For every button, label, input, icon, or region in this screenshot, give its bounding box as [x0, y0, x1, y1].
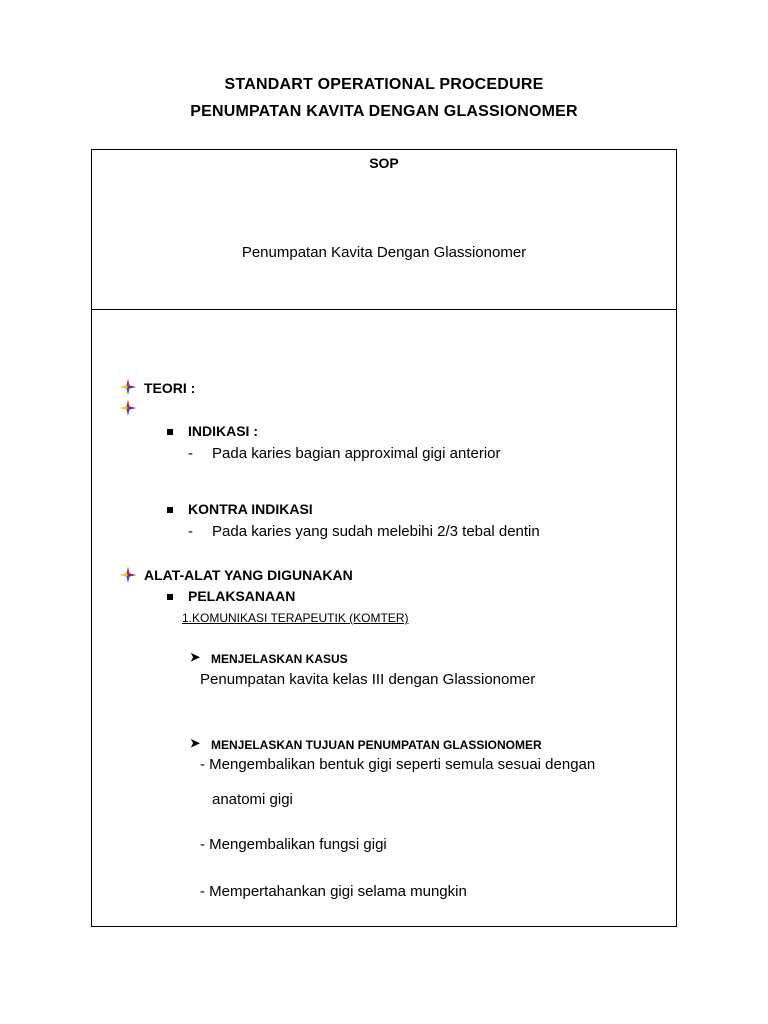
document-title-line1: STANDART OPERATIONAL PROCEDURE [224, 76, 544, 93]
alat-heading: ALAT-ALAT YANG DIGUNAKAN [144, 567, 353, 583]
kontra-indikasi-text: Pada karies yang sudah melebihi 2/3 tebal dentin [212, 523, 540, 540]
tujuan-heading: MENJELASKAN TUJUAN PENUMPATAN GLASSIONOMER [211, 738, 542, 752]
indikasi-text: Pada karies bagian approximal gigi anterior [212, 445, 501, 462]
kontra-indikasi-heading: KONTRA INDIKASI [188, 501, 313, 517]
komter-heading: 1.KOMUNIKASI TERAPEUTIK (KOMTER) [182, 611, 409, 625]
square-bullet-icon [167, 594, 173, 600]
kontra-indikasi-dash: - [188, 523, 193, 540]
document-title-line2: PENUMPATAN KAVITA DENGAN GLASSIONOMER [190, 103, 578, 120]
teori-heading: TEORI : [144, 380, 196, 396]
indikasi-heading: INDIKASI : [188, 423, 258, 439]
four-point-star-icon [120, 567, 136, 583]
indikasi-dash: - [188, 445, 193, 462]
pelaksanaan-heading: PELAKSANAAN [188, 588, 296, 604]
four-point-star-icon [120, 400, 136, 416]
tujuan-item1-line2: anatomi gigi [212, 791, 293, 808]
sop-content-box [91, 309, 677, 927]
sop-header-box [91, 149, 677, 310]
square-bullet-icon [167, 429, 173, 435]
kasus-text: Penumpatan kavita kelas III dengan Glassionomer [200, 671, 536, 688]
sop-label: SOP [369, 155, 399, 171]
kasus-heading: MENJELASKAN KASUS [211, 652, 348, 666]
tujuan-item1-line1: - Mengembalikan bentuk gigi seperti semula sesuai dengan [200, 756, 596, 773]
tujuan-item2: - Mengembalikan fungsi gigi [200, 836, 387, 853]
four-point-star-icon [120, 379, 136, 395]
sop-subtitle: Penumpatan Kavita Dengan Glassionomer [241, 244, 527, 261]
tujuan-item3: - Mempertahankan gigi selama mungkin [200, 883, 467, 900]
square-bullet-icon [167, 507, 173, 513]
arrow-bullet-icon: ➤ [190, 736, 201, 750]
arrow-bullet-icon: ➤ [190, 650, 201, 664]
